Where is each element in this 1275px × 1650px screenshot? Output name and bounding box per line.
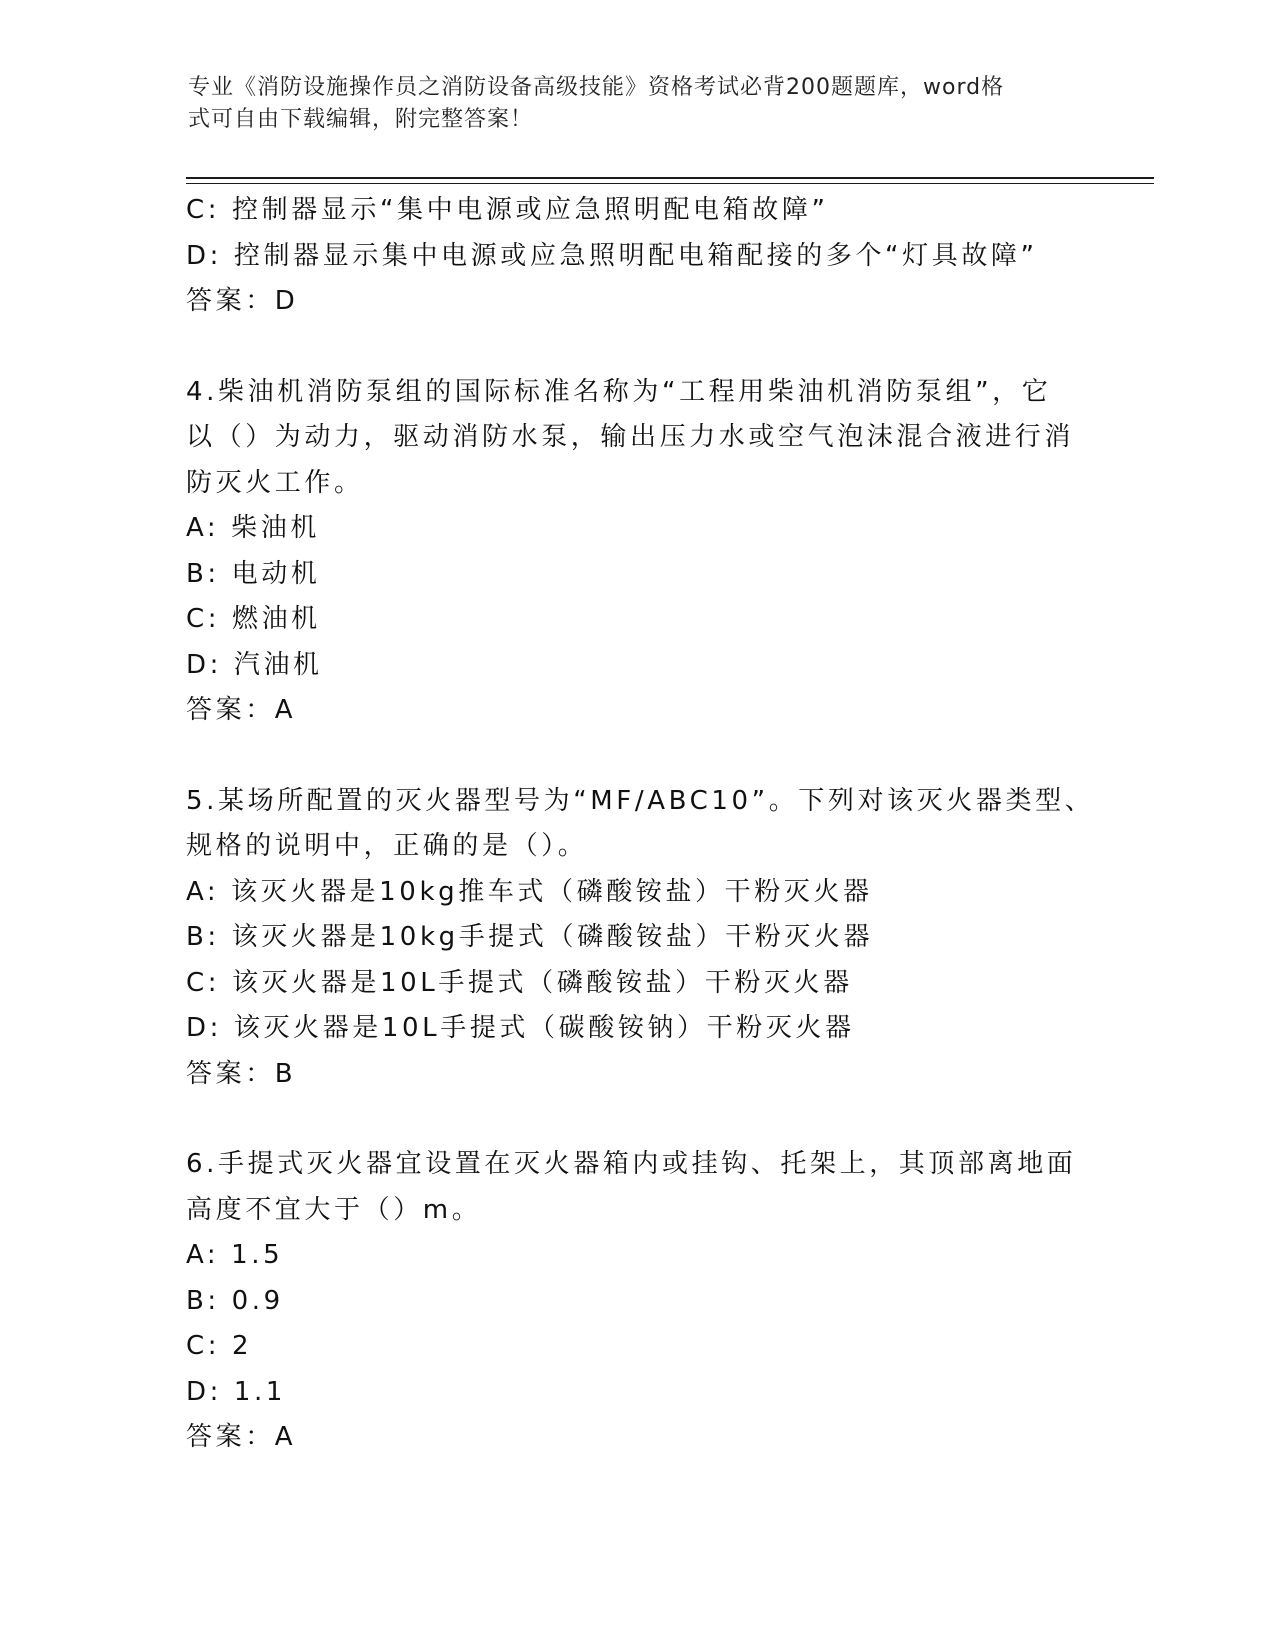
question-stem-line: 4.柴油机消防泵组的国际标准名称为“工程用柴油机消防泵组”，它 xyxy=(186,376,1052,407)
question-3-tail xyxy=(186,188,1086,325)
question-stem-line: 5.某场所配置的灭火器型号为“MF/ABC10”。下列对该灭火器类型、 xyxy=(186,785,1095,816)
question-stem-line: 高度不宜大于（）m。 xyxy=(186,1194,482,1225)
option-a: A: 1.5 xyxy=(186,1240,284,1270)
header-divider-thin xyxy=(186,183,1154,184)
question-4 xyxy=(186,370,1086,734)
spacer xyxy=(186,734,1086,779)
header-divider-thick xyxy=(186,177,1154,179)
spacer xyxy=(186,1097,1086,1142)
option-d: D: 控制器显示集中电源或应急照明配电箱配接的多个“灯具故障” xyxy=(186,240,1038,271)
document-header xyxy=(188,72,1068,136)
option-c: C: 控制器显示“集中电源或应急照明配电箱故障” xyxy=(186,195,829,225)
answer-line: 答案：A xyxy=(186,695,297,725)
option-d: D: 1.1 xyxy=(186,1376,286,1407)
question-6 xyxy=(186,1142,1086,1461)
header-line-2: 式可自由下载编辑，附完整答案！ xyxy=(188,107,534,132)
answer-line: 答案：A xyxy=(186,1422,297,1452)
question-5 xyxy=(186,779,1095,1098)
option-a: A: 柴油机 xyxy=(186,513,320,543)
question-stem-line: 防灭火工作。 xyxy=(186,467,364,498)
answer-line: 答案：B xyxy=(186,1058,297,1089)
question-list xyxy=(186,188,1095,1461)
option-c: C: 2 xyxy=(186,1331,253,1361)
question-stem-line: 以（）为动力，驱动消防水泵，输出压力水或空气泡沫混合液进行消 xyxy=(186,422,1075,452)
option-c: C: 该灭火器是10L手提式（磷酸铵盐）干粉灭火器 xyxy=(186,967,853,998)
option-a: A: 该灭火器是10kg推车式（磷酸铵盐）干粉灭火器 xyxy=(186,876,873,907)
answer-line: 答案：D xyxy=(186,286,299,316)
option-d: D: 该灭火器是10L手提式（碳酸铵钠）干粉灭火器 xyxy=(186,1013,855,1043)
question-stem-line: 规格的说明中，正确的是（）。 xyxy=(186,831,588,861)
option-b: B: 电动机 xyxy=(186,558,321,589)
spacer xyxy=(186,325,1086,370)
option-c: C: 燃油机 xyxy=(186,604,321,634)
option-b: B: 0.9 xyxy=(186,1285,284,1316)
question-stem-line: 6.手提式灭火器宜设置在灭火器箱内或挂钩、托架上，其顶部离地面 xyxy=(186,1149,1077,1179)
header-line-1: 专业《消防设施操作员之消防设备高级技能》资格考试必背200题题库，word格 xyxy=(188,75,1005,100)
option-d: D: 汽油机 xyxy=(186,649,323,680)
option-b: B: 该灭火器是10kg手提式（磷酸铵盐）干粉灭火器 xyxy=(186,922,874,952)
